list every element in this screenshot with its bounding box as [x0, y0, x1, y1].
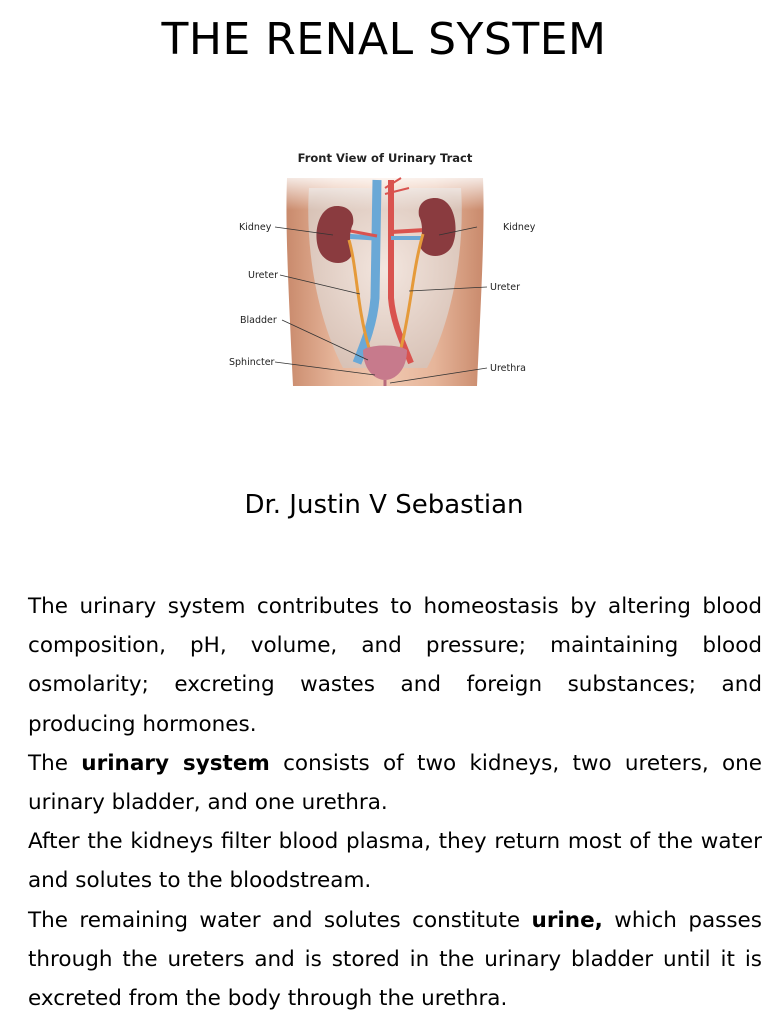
- urinary-tract-illustration: [225, 148, 545, 388]
- label-kidney-left: Kidney: [239, 222, 272, 233]
- label-kidney-right: Kidney: [503, 222, 536, 233]
- paragraph-urine: The remaining water and solutes constitute urine, which passes through the ureters and is stored in the urinary bladder until it is excreted from the body through the urethra.: [28, 907, 762, 1012]
- author-name: Dr. Justin V Sebastian: [244, 490, 524, 520]
- term-urinary-system: urinary system: [81, 750, 270, 776]
- paragraph-filtration: After the kidneys filter blood plasma, they return most of the water and solutes to the bloodstream.: [28, 829, 762, 894]
- label-bladder: Bladder: [240, 315, 277, 326]
- left-kidney: [316, 206, 353, 263]
- paragraph-components: The urinary system consists of two kidneys, two ureters, one urinary bladder, and one urethra.: [28, 750, 762, 816]
- label-ureter-right: Ureter: [490, 282, 520, 293]
- term-urine: urine,: [531, 907, 603, 933]
- label-ureter-left: Ureter: [248, 270, 278, 281]
- right-kidney: [419, 198, 456, 256]
- label-urethra: Urethra: [490, 363, 526, 374]
- body-text: [28, 587, 762, 1018]
- figure-title: Front View of Urinary Tract: [297, 151, 473, 165]
- paragraph-homeostasis: The urinary system contributes to homeostasis by altering blood composition, pH, volume, and pressure; maintaining blood osmolarity; excreting wastes and foreign substances; and producing hormones.: [28, 594, 762, 737]
- label-sphincter: Sphincter: [229, 357, 275, 368]
- page-title: THE RENAL SYSTEM: [161, 14, 607, 65]
